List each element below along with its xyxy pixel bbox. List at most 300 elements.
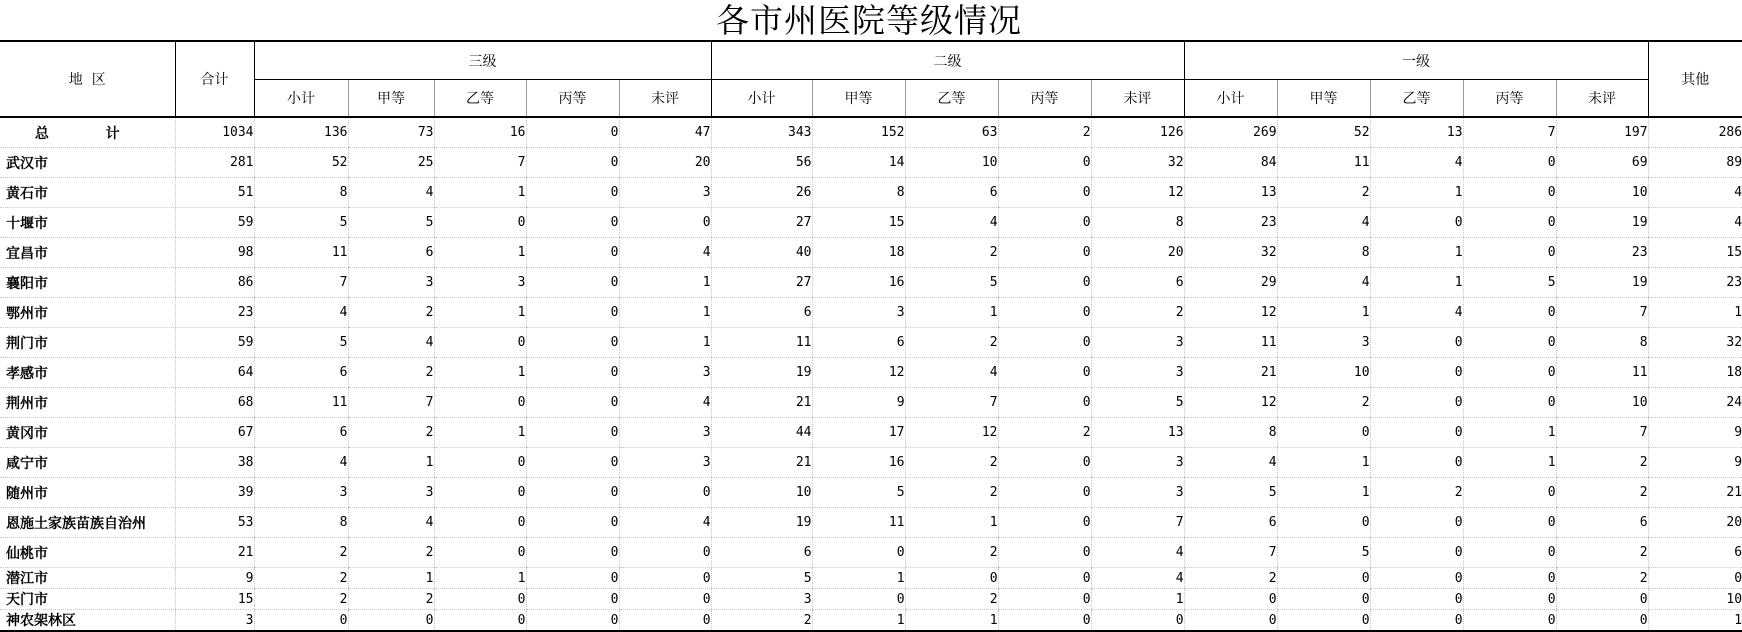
value-cell: 9 — [1648, 418, 1742, 448]
value-cell: 8 — [1091, 208, 1184, 238]
table-row — [0, 508, 1742, 538]
value-cell: 15 — [175, 589, 254, 610]
value-cell: 197 — [1556, 117, 1648, 148]
value-cell: 0 — [526, 268, 619, 298]
table-row — [0, 538, 1742, 568]
sub-header: 甲等 — [348, 80, 434, 118]
value-cell: 1 — [434, 358, 526, 388]
value-cell: 0 — [1556, 610, 1648, 632]
value-cell: 286 — [1648, 117, 1742, 148]
value-cell: 32 — [1184, 238, 1277, 268]
value-cell: 13 — [1091, 418, 1184, 448]
value-cell: 1 — [434, 298, 526, 328]
value-cell: 6 — [254, 418, 348, 448]
value-cell: 0 — [526, 117, 619, 148]
other-header: 其他 — [1648, 41, 1742, 117]
value-cell: 10 — [711, 478, 812, 508]
value-cell: 1 — [905, 298, 998, 328]
value-cell: 20 — [619, 148, 711, 178]
value-cell: 4 — [619, 238, 711, 268]
value-cell: 11 — [254, 388, 348, 418]
value-cell: 0 — [1463, 298, 1556, 328]
value-cell: 12 — [1184, 298, 1277, 328]
value-cell: 4 — [905, 358, 998, 388]
sub-header: 小计 — [711, 80, 812, 118]
table-row — [0, 178, 1742, 208]
value-cell: 0 — [998, 208, 1091, 238]
value-cell: 0 — [434, 478, 526, 508]
value-cell: 0 — [1463, 508, 1556, 538]
value-cell: 10 — [905, 148, 998, 178]
value-cell: 64 — [175, 358, 254, 388]
value-cell: 0 — [1370, 538, 1463, 568]
value-cell: 6 — [254, 358, 348, 388]
value-cell: 1 — [1370, 178, 1463, 208]
value-cell: 11 — [1184, 328, 1277, 358]
value-cell: 0 — [1463, 238, 1556, 268]
value-cell: 10 — [1556, 178, 1648, 208]
value-cell: 0 — [1370, 448, 1463, 478]
value-cell: 0 — [1184, 610, 1277, 632]
value-cell: 3 — [619, 448, 711, 478]
value-cell: 0 — [998, 148, 1091, 178]
value-cell: 8 — [254, 178, 348, 208]
value-cell: 4 — [348, 328, 434, 358]
value-cell: 1 — [619, 298, 711, 328]
value-cell: 5 — [348, 208, 434, 238]
region-name: 咸宁市 — [0, 448, 175, 478]
value-cell: 0 — [998, 448, 1091, 478]
value-cell: 14 — [812, 148, 905, 178]
table-row — [0, 478, 1742, 508]
value-cell: 0 — [526, 148, 619, 178]
table-row — [0, 568, 1742, 589]
sub-header: 小计 — [254, 80, 348, 118]
value-cell: 20 — [1091, 238, 1184, 268]
value-cell: 0 — [1556, 589, 1648, 610]
value-cell: 11 — [254, 238, 348, 268]
value-cell: 0 — [526, 388, 619, 418]
value-cell: 2 — [348, 298, 434, 328]
value-cell: 39 — [175, 478, 254, 508]
value-cell: 4 — [1277, 268, 1370, 298]
value-cell: 0 — [1463, 208, 1556, 238]
region-name: 武汉市 — [0, 148, 175, 178]
value-cell: 0 — [998, 328, 1091, 358]
value-cell: 1 — [1277, 298, 1370, 328]
value-cell: 4 — [1648, 178, 1742, 208]
value-cell: 2 — [1184, 568, 1277, 589]
sub-header: 乙等 — [905, 80, 998, 118]
table-row — [0, 448, 1742, 478]
value-cell: 0 — [1648, 568, 1742, 589]
value-cell: 4 — [1370, 298, 1463, 328]
value-cell: 0 — [526, 208, 619, 238]
value-cell: 21 — [175, 538, 254, 568]
value-cell: 16 — [812, 448, 905, 478]
value-cell: 0 — [998, 238, 1091, 268]
sub-header: 丙等 — [526, 80, 619, 118]
value-cell: 0 — [526, 448, 619, 478]
value-cell: 2 — [348, 358, 434, 388]
value-cell: 1 — [434, 238, 526, 268]
grade-1-header: 一级 — [1184, 41, 1648, 80]
value-cell: 3 — [619, 358, 711, 388]
value-cell: 12 — [812, 358, 905, 388]
value-cell: 19 — [1556, 268, 1648, 298]
value-cell: 2 — [905, 238, 998, 268]
table-row — [0, 358, 1742, 388]
value-cell: 2 — [1370, 478, 1463, 508]
value-cell: 10 — [1277, 358, 1370, 388]
value-cell: 0 — [1370, 418, 1463, 448]
region-name: 黄冈市 — [0, 418, 175, 448]
value-cell: 4 — [1091, 538, 1184, 568]
sub-header: 未评 — [619, 80, 711, 118]
table-row — [0, 298, 1742, 328]
sub-header: 未评 — [1091, 80, 1184, 118]
value-cell: 0 — [1370, 388, 1463, 418]
value-cell: 6 — [812, 328, 905, 358]
value-cell: 8 — [1556, 328, 1648, 358]
value-cell: 4 — [254, 298, 348, 328]
value-cell: 7 — [1184, 538, 1277, 568]
page-title: 各市州医院等级情况 — [716, 1, 1022, 40]
value-cell: 136 — [254, 117, 348, 148]
value-cell: 0 — [254, 610, 348, 632]
value-cell: 4 — [348, 178, 434, 208]
value-cell: 1 — [434, 418, 526, 448]
value-cell: 44 — [711, 418, 812, 448]
value-cell: 3 — [1091, 478, 1184, 508]
value-cell: 3 — [619, 418, 711, 448]
sub-header: 甲等 — [812, 80, 905, 118]
value-cell: 0 — [998, 610, 1091, 632]
value-cell: 13 — [1184, 178, 1277, 208]
value-cell: 0 — [526, 478, 619, 508]
value-cell: 0 — [434, 610, 526, 632]
value-cell: 4 — [619, 388, 711, 418]
table-row — [0, 268, 1742, 298]
value-cell: 9 — [1648, 448, 1742, 478]
region-name: 孝感市 — [0, 358, 175, 388]
value-cell: 0 — [1463, 589, 1556, 610]
value-cell: 3 — [1277, 328, 1370, 358]
table-row — [0, 610, 1742, 632]
value-cell: 47 — [619, 117, 711, 148]
region-name: 荆门市 — [0, 328, 175, 358]
value-cell: 0 — [1370, 568, 1463, 589]
value-cell: 2 — [905, 589, 998, 610]
value-cell: 5 — [1463, 268, 1556, 298]
value-cell: 0 — [526, 238, 619, 268]
hospital-grade-table — [0, 40, 1742, 632]
region-name: 潜江市 — [0, 568, 175, 589]
value-cell: 0 — [998, 568, 1091, 589]
sub-header: 乙等 — [1370, 80, 1463, 118]
value-cell: 0 — [1463, 568, 1556, 589]
value-cell: 10 — [1648, 589, 1742, 610]
value-cell: 25 — [348, 148, 434, 178]
value-cell: 0 — [619, 478, 711, 508]
value-cell: 7 — [348, 388, 434, 418]
value-cell: 89 — [1648, 148, 1742, 178]
value-cell: 3 — [1091, 328, 1184, 358]
table-row — [0, 148, 1742, 178]
value-cell: 3 — [812, 298, 905, 328]
value-cell: 0 — [619, 538, 711, 568]
value-cell: 23 — [1648, 268, 1742, 298]
value-cell: 4 — [1091, 568, 1184, 589]
value-cell: 2 — [1556, 568, 1648, 589]
value-cell: 0 — [905, 568, 998, 589]
value-cell: 5 — [254, 208, 348, 238]
value-cell: 0 — [998, 298, 1091, 328]
value-cell: 26 — [711, 178, 812, 208]
value-cell: 0 — [998, 508, 1091, 538]
region-name: 襄阳市 — [0, 268, 175, 298]
value-cell: 17 — [812, 418, 905, 448]
value-cell: 4 — [1648, 208, 1742, 238]
value-cell: 3 — [1091, 358, 1184, 388]
value-cell: 63 — [905, 117, 998, 148]
value-cell: 0 — [526, 328, 619, 358]
value-cell: 2 — [348, 589, 434, 610]
region-name: 宜昌市 — [0, 238, 175, 268]
value-cell: 0 — [526, 418, 619, 448]
value-cell: 4 — [619, 508, 711, 538]
value-cell: 3 — [619, 178, 711, 208]
value-cell: 9 — [812, 388, 905, 418]
value-cell: 3 — [348, 268, 434, 298]
value-cell: 7 — [1091, 508, 1184, 538]
value-cell: 0 — [812, 538, 905, 568]
table-row — [0, 418, 1742, 448]
value-cell: 7 — [1463, 117, 1556, 148]
value-cell: 9 — [175, 568, 254, 589]
value-cell: 15 — [812, 208, 905, 238]
value-cell: 1 — [1370, 238, 1463, 268]
value-cell: 0 — [1184, 589, 1277, 610]
value-cell: 0 — [1277, 418, 1370, 448]
value-cell: 0 — [998, 538, 1091, 568]
value-cell: 56 — [711, 148, 812, 178]
value-cell: 19 — [711, 358, 812, 388]
value-cell: 126 — [1091, 117, 1184, 148]
value-cell: 18 — [812, 238, 905, 268]
value-cell: 1 — [434, 178, 526, 208]
sub-header: 小计 — [1184, 80, 1277, 118]
value-cell: 5 — [1277, 538, 1370, 568]
value-cell: 0 — [434, 208, 526, 238]
value-cell: 12 — [905, 418, 998, 448]
value-cell: 7 — [434, 148, 526, 178]
value-cell: 0 — [1463, 478, 1556, 508]
table-row — [0, 388, 1742, 418]
value-cell: 13 — [1370, 117, 1463, 148]
value-cell: 8 — [812, 178, 905, 208]
value-cell: 2 — [1277, 178, 1370, 208]
value-cell: 20 — [1648, 508, 1742, 538]
value-cell: 1 — [812, 610, 905, 632]
value-cell: 11 — [1277, 148, 1370, 178]
value-cell: 8 — [1277, 238, 1370, 268]
value-cell: 3 — [434, 268, 526, 298]
value-cell: 6 — [1184, 508, 1277, 538]
value-cell: 0 — [434, 388, 526, 418]
value-cell: 5 — [905, 268, 998, 298]
value-cell: 23 — [1184, 208, 1277, 238]
value-cell: 6 — [711, 298, 812, 328]
value-cell: 98 — [175, 238, 254, 268]
region-name: 神农架林区 — [0, 610, 175, 632]
value-cell: 4 — [905, 208, 998, 238]
value-cell: 0 — [1370, 208, 1463, 238]
table-header — [0, 41, 1742, 117]
value-cell: 0 — [1463, 538, 1556, 568]
total-row — [0, 117, 1742, 148]
value-cell: 1 — [348, 448, 434, 478]
value-cell: 69 — [1556, 148, 1648, 178]
value-cell: 0 — [998, 388, 1091, 418]
value-cell: 59 — [175, 328, 254, 358]
value-cell: 0 — [619, 610, 711, 632]
value-cell: 0 — [998, 478, 1091, 508]
value-cell: 21 — [1648, 478, 1742, 508]
value-cell: 3 — [175, 610, 254, 632]
value-cell: 6 — [348, 238, 434, 268]
value-cell: 0 — [1277, 508, 1370, 538]
value-cell: 0 — [526, 538, 619, 568]
value-cell: 1 — [1277, 478, 1370, 508]
value-cell: 3 — [1091, 448, 1184, 478]
value-cell: 5 — [254, 328, 348, 358]
value-cell: 29 — [1184, 268, 1277, 298]
region-name: 仙桃市 — [0, 538, 175, 568]
value-cell: 1 — [434, 568, 526, 589]
value-cell: 269 — [1184, 117, 1277, 148]
table-row — [0, 238, 1742, 268]
value-cell: 2 — [1556, 478, 1648, 508]
grade-3-header: 三级 — [254, 41, 711, 80]
sub-header: 乙等 — [434, 80, 526, 118]
value-cell: 2 — [905, 478, 998, 508]
value-cell: 0 — [434, 508, 526, 538]
region-name: 恩施土家族苗族自治州 — [0, 508, 175, 538]
value-cell: 4 — [254, 448, 348, 478]
value-cell: 1034 — [175, 117, 254, 148]
value-cell: 27 — [711, 268, 812, 298]
sub-header: 丙等 — [998, 80, 1091, 118]
value-cell: 0 — [619, 208, 711, 238]
value-cell: 11 — [711, 328, 812, 358]
value-cell: 5 — [1091, 388, 1184, 418]
value-cell: 16 — [434, 117, 526, 148]
value-cell: 1 — [1463, 448, 1556, 478]
value-cell: 2 — [1091, 298, 1184, 328]
value-cell: 21 — [711, 388, 812, 418]
value-cell: 281 — [175, 148, 254, 178]
value-cell: 0 — [1463, 358, 1556, 388]
value-cell: 86 — [175, 268, 254, 298]
value-cell: 23 — [1556, 238, 1648, 268]
value-cell: 2 — [998, 117, 1091, 148]
value-cell: 11 — [1556, 358, 1648, 388]
value-cell: 6 — [905, 178, 998, 208]
value-cell: 8 — [1184, 418, 1277, 448]
value-cell: 152 — [812, 117, 905, 148]
value-cell: 0 — [526, 178, 619, 208]
value-cell: 68 — [175, 388, 254, 418]
value-cell: 8 — [254, 508, 348, 538]
value-cell: 2 — [905, 328, 998, 358]
value-cell: 27 — [711, 208, 812, 238]
value-cell: 40 — [711, 238, 812, 268]
value-cell: 15 — [1648, 238, 1742, 268]
region-header: 地 区 — [0, 41, 175, 117]
value-cell: 0 — [1370, 589, 1463, 610]
value-cell: 0 — [1463, 610, 1556, 632]
value-cell: 0 — [526, 589, 619, 610]
value-cell: 53 — [175, 508, 254, 538]
value-cell: 0 — [998, 589, 1091, 610]
value-cell: 0 — [434, 589, 526, 610]
value-cell: 0 — [1370, 328, 1463, 358]
value-cell: 84 — [1184, 148, 1277, 178]
table-row — [0, 328, 1742, 358]
value-cell: 0 — [348, 610, 434, 632]
value-cell: 12 — [1184, 388, 1277, 418]
value-cell: 59 — [175, 208, 254, 238]
value-cell: 1 — [1370, 268, 1463, 298]
value-cell: 3 — [348, 478, 434, 508]
value-cell: 1 — [1648, 298, 1742, 328]
value-cell: 51 — [175, 178, 254, 208]
region-name: 总 计 — [0, 117, 175, 148]
value-cell: 7 — [254, 268, 348, 298]
value-cell: 2 — [348, 538, 434, 568]
value-cell: 0 — [812, 589, 905, 610]
value-cell: 4 — [1277, 208, 1370, 238]
value-cell: 32 — [1091, 148, 1184, 178]
value-cell: 0 — [526, 610, 619, 632]
table-row — [0, 208, 1742, 238]
value-cell: 0 — [526, 568, 619, 589]
value-cell: 2 — [254, 538, 348, 568]
value-cell: 2 — [1556, 538, 1648, 568]
value-cell: 5 — [711, 568, 812, 589]
value-cell: 6 — [1091, 268, 1184, 298]
value-cell: 23 — [175, 298, 254, 328]
value-cell: 1 — [1463, 418, 1556, 448]
value-cell: 0 — [526, 298, 619, 328]
region-name: 荆州市 — [0, 388, 175, 418]
value-cell: 19 — [1556, 208, 1648, 238]
value-cell: 0 — [434, 538, 526, 568]
sub-header: 丙等 — [1463, 80, 1556, 118]
value-cell: 0 — [1277, 568, 1370, 589]
value-cell: 18 — [1648, 358, 1742, 388]
value-cell: 1 — [1091, 589, 1184, 610]
value-cell: 6 — [1648, 538, 1742, 568]
grade-2-header: 二级 — [711, 41, 1184, 80]
value-cell: 7 — [1556, 418, 1648, 448]
value-cell: 5 — [1184, 478, 1277, 508]
value-cell: 4 — [1370, 148, 1463, 178]
value-cell: 0 — [526, 358, 619, 388]
value-cell: 10 — [1556, 388, 1648, 418]
value-cell: 2 — [1277, 388, 1370, 418]
